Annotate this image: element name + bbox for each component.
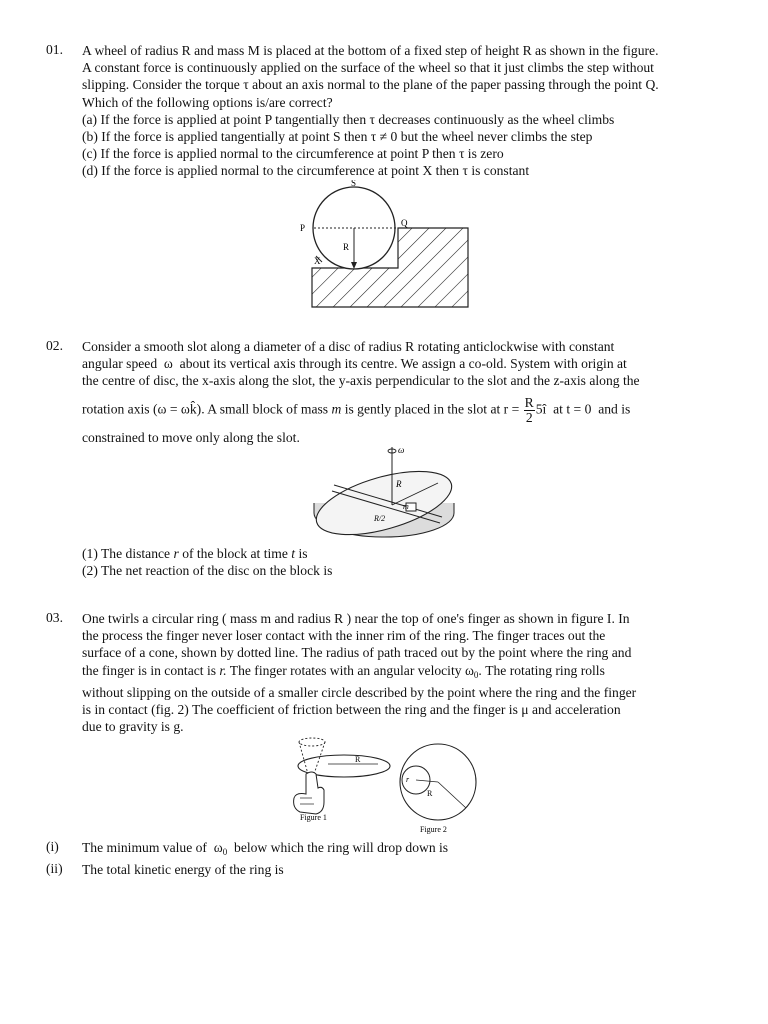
option-d: (d) If the force is applied normal to the circumference at point X then τ is constant [82, 163, 530, 179]
option-c: (c) If the force is applied normal to the circumference at point P then τ is zero [82, 146, 504, 162]
wheel-step-figure [290, 180, 480, 310]
finger-ring-figure-1 [282, 736, 394, 822]
question-number: 01. [46, 42, 63, 57]
text-line: slipping. Consider the torque τ about an axis normal to the plane of the paper passing through the point Q. [82, 77, 659, 93]
subpart-label: (ii) [46, 861, 63, 876]
text-line: angular speed ω about its vertical axis through its centre. We assign a co-old. System with origin at [82, 356, 627, 372]
label-R: R [355, 755, 361, 764]
text-line: the finger is in contact is r. The finger rotates with an angular velocity $\omega_0$. The rotating ring rolls [82, 662, 605, 680]
hand [294, 772, 324, 814]
omega-symbol: ω [163, 356, 173, 372]
label-S: S [351, 180, 357, 188]
label-Q: Q [401, 218, 408, 228]
text-line: A constant force is continuously applied on the surface of the wheel so that it just climbs the step without [82, 60, 654, 76]
label-X: X [314, 256, 321, 266]
label-P: P [300, 223, 306, 233]
subpart-i: The minimum value of $\omega_0$ below which the ring will drop down is [82, 840, 449, 857]
label-R: R [427, 789, 433, 798]
subpart-ii: The total kinetic energy of the ring is [82, 862, 284, 877]
text-line: Which of the following options is/are correct? [82, 94, 333, 110]
question-number: 03. [46, 610, 63, 625]
omega-equation: (ω = ωk̂) [152, 401, 202, 417]
subpart-1: (1) The distance r of the block at time t is [82, 546, 308, 561]
text-line: A wheel of radius R and mass M is placed at the bottom of a fixed step of height R as shown in the figure. [82, 43, 659, 58]
text-line: without slipping on the outside of a smaller circle described by the point where the ring and the finger [82, 684, 637, 700]
label-r: r [406, 775, 410, 784]
label-R: R [396, 479, 402, 489]
option-a: (a) If the force is applied at point P tangentially then τ decreases continuously as the wheel climbs [82, 111, 615, 127]
rotating-disc-figure [310, 443, 458, 539]
label-R2: R/2 [374, 514, 386, 523]
label-m: m [403, 502, 409, 511]
text-line: constrained to move only along the slot. [82, 429, 300, 445]
text-line: is in contact (fig. 2) The coefficient of friction between the ring and the finger is μ and acceleration [82, 702, 621, 718]
question-text [82, 338, 726, 446]
label-R: R [343, 242, 350, 252]
text-line: the process the finger never loser contact with the inner rim of the ring. The finger traces out the [82, 628, 606, 644]
subpart-label: (i) [46, 839, 59, 854]
text-line: surface of a cone, shown by dotted line. The radius of path traced out by the point where the ring and [82, 645, 632, 661]
text-line: due to gravity is g. [82, 719, 184, 735]
figure-1-caption: Figure 1 [300, 813, 327, 822]
text-line: rotation axis (ω = ωk̂). A small block of mass m is gently placed in the slot at r = $\frac{R}{2}$ 5î at t = 0 and is [82, 394, 631, 425]
text-line: the centre of disc, the x-axis along the slot, the y-axis perpendicular to the slot and the z-axis along the [82, 373, 640, 389]
text-line: One twirls a circular ring ( mass m and radius R ) near the top of one's finger as shown in figure I. In [82, 611, 630, 626]
label-omega: ω [398, 445, 405, 455]
question-text [82, 42, 726, 180]
text-line: Consider a smooth slot along a diameter of a disc of radius R rotating anticlockwise with constant [82, 339, 615, 354]
question-text [82, 610, 726, 735]
subpart-2: (2) The net reaction of the disc on the block is [82, 563, 333, 579]
figure-2-caption: Figure 2 [420, 825, 447, 834]
rolling-ring-figure-2 [394, 742, 484, 836]
question-number: 02. [46, 338, 63, 353]
fraction: $\frac{R}{2}$ [524, 394, 534, 425]
option-b: (b) If the force is applied tangentially at point S then τ ≠ 0 but the wheel never climbs the step [82, 129, 593, 145]
